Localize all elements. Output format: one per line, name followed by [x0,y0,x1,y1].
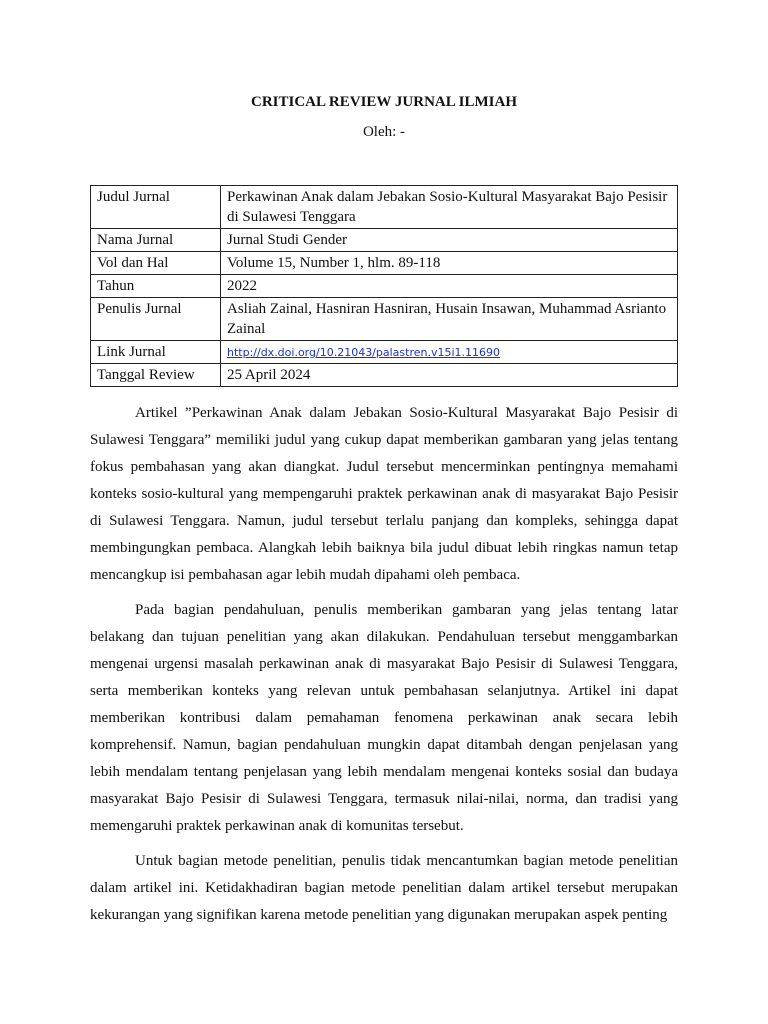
paragraph-introduction-review: Pada bagian pendahuluan, penulis memberikan gambaran yang jelas tentang latar belakang dan tujuan penelitian yang akan dilakukan. Pendahuluan tersebut menggambarkan mengenai urgensi masalah perkawinan anak di masyarakat Bajo Pesisir di Sulawesi Tenggara, serta memberikan konteks yang relevan untuk pembahasan selanjutnya. Artikel ini dapat memberikan kontribusi dalam pemahaman fenomena perkawinan anak secara lebih komprehensif. Namun, bagian pendahuluan mungkin dapat ditambah dengan penjelasan yang lebih mendalam tentang penjelasan yang lebih mendalam mengenai konteks sosial dan budaya masyarakat Bajo Pesisir di Sulawesi Tenggara, termasuk nilai-nilai, norma, dan tradisi yang memengaruhi praktek perkawinan anak di komunitas tersebut. [90,602,678,834]
row-value: Asliah Zainal, Hasniran Hasniran, Husain Insawan, Muhammad Asrianto Zainal [221,298,678,341]
table-row [91,229,678,252]
row-label: Link Jurnal [91,341,221,364]
table-row [91,364,678,387]
row-value: Perkawinan Anak dalam Jebakan Sosio-Kultural Masyarakat Bajo Pesisir di Sulawesi Tenggara [221,186,678,229]
paragraph-method-review: Untuk bagian metode penelitian, penulis tidak mencantumkan bagian metode penelitian dalam artikel ini. Ketidakhadiran bagian metode penelitian dalam artikel tersebut merupakan kekurangan yang signifikan karena metode penelitian yang digunakan merupakan aspek penting [90,853,678,923]
row-value: 2022 [221,275,678,298]
paragraph-title-review: Artikel ”Perkawinan Anak dalam Jebakan Sosio-Kultural Masyarakat Bajo Pesisir di Sulawesi Tenggara” memiliki judul yang cukup dapat memberikan gambaran yang jelas tentang fokus pembahasan yang akan diangkat. Judul tersebut mencerminkan pentingnya memahami konteks sosio-kultural yang mempengaruhi praktek perkawinan anak di masyarakat Bajo Pesisir di Sulawesi Tenggara. Namun, judul tersebut terlalu panjang dan kompleks, sehingga dapat membingungkan pembaca. Alangkah lebih baiknya bila judul dibuat lebih ringkas namun tetap mencangkup isi pembahasan agar lebih mudah dipahami oleh pembaca. [90,405,678,583]
row-label: Nama Jurnal [91,229,221,252]
table-row [91,341,678,364]
review-body [90,400,678,937]
journal-info-table [90,185,678,387]
document-author: Oleh: - [362,124,406,140]
document-title: CRITICAL REVIEW JURNAL ILMIAH [250,94,518,110]
row-value: Jurnal Studi Gender [221,229,678,252]
row-value: Volume 15, Number 1, hlm. 89-118 [221,252,678,275]
table-row [91,186,678,229]
row-label: Tanggal Review [91,364,221,387]
row-label: Penulis Jurnal [91,298,221,341]
row-value [221,341,678,364]
table-row [91,252,678,275]
table-row [91,298,678,341]
row-value: 25 April 2024 [221,364,678,387]
journal-link[interactable]: http://dx.doi.org/10.21043/palastren.v15i1.11690 [227,346,501,359]
table-row [91,275,678,298]
row-label: Judul Jurnal [91,186,221,229]
row-label: Tahun [91,275,221,298]
row-label: Vol dan Hal [91,252,221,275]
